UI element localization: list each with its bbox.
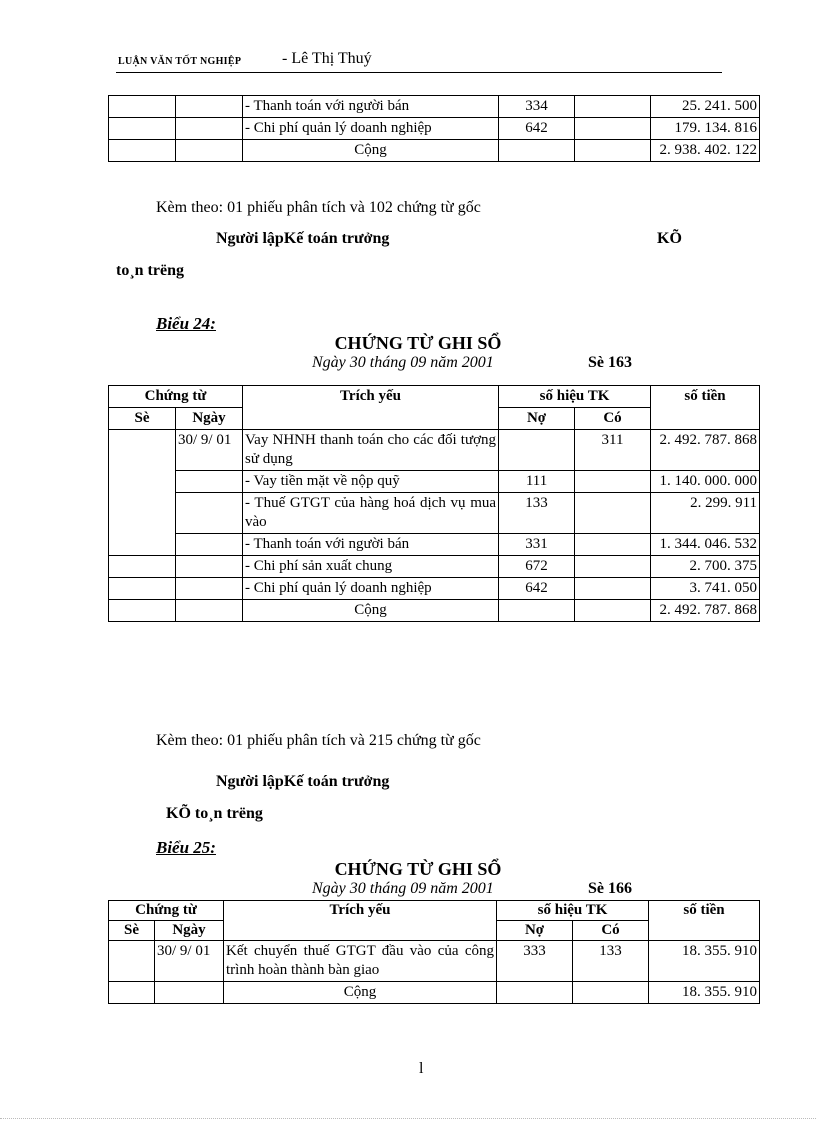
cell-so-tien: 2. 299. 911 — [651, 493, 760, 534]
bieu-24-title: CHỨNG TỪ GHI SỔ — [334, 333, 502, 353]
cell-so — [109, 430, 176, 556]
cell-so-tien: 2. 492. 787. 868 — [651, 430, 760, 471]
cell-trich-yeu: - Thanh toán với người bán — [243, 534, 499, 556]
cell-so-tien: 3. 741. 050 — [651, 578, 760, 600]
cell-no — [499, 430, 575, 471]
cell-no: 642 — [499, 118, 575, 140]
header-ngay: Ngày — [155, 921, 224, 941]
cell-so — [109, 140, 176, 162]
cell-trich-yeu: - Thuế GTGT của hàng hoá dịch vụ mua vào — [243, 493, 499, 534]
cell-no: 642 — [499, 578, 575, 600]
page-header — [116, 50, 722, 73]
cell-co — [575, 140, 651, 162]
signer-nguoi-lap: Người lậpKế toán trưởng — [216, 230, 390, 247]
cell-ngay — [176, 534, 243, 556]
table-row — [109, 96, 760, 118]
table-row — [109, 556, 760, 578]
cell-so — [109, 556, 176, 578]
cell-no — [497, 982, 573, 1004]
header-chung-tu: Chứng từ — [109, 901, 224, 921]
cell-ngay — [176, 556, 243, 578]
bieu-25-number: Sè 166 — [588, 880, 632, 897]
cell-trich-yeu: Cộng — [243, 140, 499, 162]
cell-ngay — [176, 578, 243, 600]
page-bottom-divider — [0, 1118, 816, 1119]
header-so-tien: số tiền — [651, 386, 760, 430]
bieu-24-number: Sè 163 — [588, 354, 632, 371]
header-no: Nợ — [499, 408, 575, 430]
cell-co — [575, 96, 651, 118]
header-co: Có — [573, 921, 649, 941]
cell-trich-yeu: Cộng — [243, 600, 499, 622]
table-row — [109, 534, 760, 556]
cell-so-tien: 1. 344. 046. 532 — [651, 534, 760, 556]
page-number: l — [419, 1060, 424, 1077]
cell-co: 311 — [575, 430, 651, 471]
table-top — [108, 95, 760, 162]
header-author: - Lê Thị Thuý — [282, 50, 372, 67]
cell-so — [109, 118, 176, 140]
cell-co — [575, 118, 651, 140]
cell-trich-yeu: Vay NHNH thanh toán cho các đối tượng sử dụng — [243, 430, 499, 471]
cell-so-tien: 2. 700. 375 — [651, 556, 760, 578]
table-bieu-25 — [108, 900, 760, 1004]
table-row — [109, 941, 760, 982]
cell-no: 672 — [499, 556, 575, 578]
header-chung-tu: Chứng từ — [109, 386, 243, 408]
cell-so — [109, 96, 176, 118]
header-trich-yeu: Trích yếu — [224, 901, 497, 941]
table-row-total — [109, 140, 760, 162]
attachment-note-bieu-24: Kèm theo: 01 phiếu phân tích và 215 chứng từ gốc — [156, 732, 481, 749]
signer-ke-toan-truong-bieu-24: KÕ to¸n trëng — [166, 805, 263, 822]
cell-so-tien: 2. 938. 402. 122 — [651, 140, 760, 162]
cell-no: 133 — [499, 493, 575, 534]
cell-co — [575, 534, 651, 556]
cell-trich-yeu: - Vay tiền mặt về nộp quỹ — [243, 471, 499, 493]
header-so-tien: số tiền — [649, 901, 760, 941]
bieu-25-date: Ngày 30 tháng 09 năm 2001 — [312, 880, 494, 897]
cell-so-tien: 25. 241. 500 — [651, 96, 760, 118]
table-row — [109, 471, 760, 493]
table-row-total — [109, 982, 760, 1004]
table-row — [109, 430, 760, 471]
cell-co: 133 — [573, 941, 649, 982]
bieu-25-label: Biểu 25: — [156, 838, 216, 857]
table-header-row — [109, 901, 760, 921]
cell-no: 333 — [497, 941, 573, 982]
signer-ke-toan-truong-b: to¸n trëng — [116, 262, 184, 279]
cell-co — [575, 600, 651, 622]
cell-ngay — [176, 96, 243, 118]
cell-trich-yeu: - Thanh toán với người bán — [243, 96, 499, 118]
table-row — [109, 578, 760, 600]
table-row — [109, 118, 760, 140]
cell-trich-yeu: - Chi phí quản lý doanh nghiệp — [243, 578, 499, 600]
bieu-24-date: Ngày 30 tháng 09 năm 2001 — [312, 354, 494, 371]
cell-so — [109, 941, 155, 982]
header-so-hieu-tk: số hiệu TK — [497, 901, 649, 921]
header-so: Sè — [109, 921, 155, 941]
cell-trich-yeu: - Chi phí sản xuất chung — [243, 556, 499, 578]
cell-co — [575, 471, 651, 493]
cell-so-tien: 2. 492. 787. 868 — [651, 600, 760, 622]
cell-ngay — [176, 471, 243, 493]
table-header-row — [109, 386, 760, 408]
cell-trich-yeu: Cộng — [224, 982, 497, 1004]
cell-no — [499, 600, 575, 622]
header-so: Sè — [109, 408, 176, 430]
cell-so-tien: 1. 140. 000. 000 — [651, 471, 760, 493]
cell-trich-yeu: - Chi phí quản lý doanh nghiệp — [243, 118, 499, 140]
cell-co — [575, 493, 651, 534]
cell-no: 334 — [499, 96, 575, 118]
table-row-total — [109, 600, 760, 622]
attachment-note-top: Kèm theo: 01 phiếu phân tích và 102 chứng từ gốc — [156, 199, 481, 216]
table-row — [109, 493, 760, 534]
header-no: Nợ — [497, 921, 573, 941]
cell-so-tien: 18. 355. 910 — [649, 982, 760, 1004]
cell-co — [575, 578, 651, 600]
cell-trich-yeu: Kết chuyển thuế GTGT đầu vào của công trình hoàn thành bàn giao — [224, 941, 497, 982]
cell-ngay: 30/ 9/ 01 — [176, 430, 243, 471]
cell-ngay — [176, 493, 243, 534]
table-bieu-24 — [108, 385, 760, 622]
cell-so — [109, 600, 176, 622]
cell-so-tien: 18. 355. 910 — [649, 941, 760, 982]
header-trich-yeu: Trích yếu — [243, 386, 499, 430]
cell-co — [575, 556, 651, 578]
cell-co — [573, 982, 649, 1004]
header-doc-type: LUẬN VĂN TỐT NGHIỆP — [118, 56, 242, 67]
cell-ngay — [176, 118, 243, 140]
cell-so — [109, 578, 176, 600]
cell-no: 331 — [499, 534, 575, 556]
bieu-25-title: CHỨNG TỪ GHI SỔ — [334, 859, 502, 879]
cell-ngay — [155, 982, 224, 1004]
signers-bieu-24: Người lậpKế toán trưởng — [216, 773, 390, 790]
header-co: Có — [575, 408, 651, 430]
cell-ngay — [176, 140, 243, 162]
cell-so — [109, 982, 155, 1004]
cell-ngay — [176, 600, 243, 622]
cell-so-tien: 179. 134. 816 — [651, 118, 760, 140]
signer-ke-toan-truong-a: KÕ — [657, 230, 682, 247]
cell-no — [499, 140, 575, 162]
header-ngay: Ngày — [176, 408, 243, 430]
header-so-hieu-tk: số hiệu TK — [499, 386, 651, 408]
cell-ngay: 30/ 9/ 01 — [155, 941, 224, 982]
cell-no: 111 — [499, 471, 575, 493]
bieu-24-label: Biểu 24: — [156, 314, 216, 333]
